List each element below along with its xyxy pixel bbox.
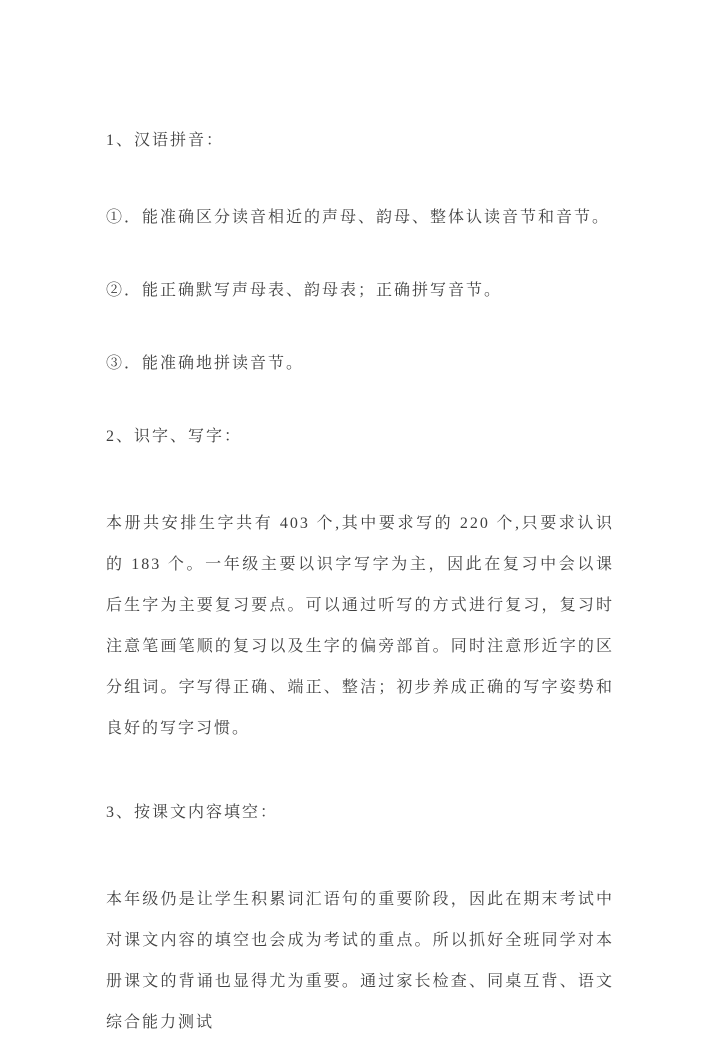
section-1-item-1: ①．能准确区分读音相近的声母、韵母、整体认读音节和音节。 [106, 209, 611, 226]
section-1-item-2: ②．能正确默写声母表、韵母表；正确拼写音节。 [106, 282, 503, 299]
section-1-item-3: ③．能准确地拼读音节。 [106, 355, 305, 372]
section-3-paragraph: 本年级仍是让学生积累词汇语句的重要阶段，因此在期末考试中对课文内容的填空也会成为考试的重点。所以抓好全班同学对本册课文的背诵也显得尤为重要。通过家长检查、同桌互背、语文综合能力测试 [106, 891, 614, 1031]
section-2-paragraph: 本册共安排生字共有 403 个,其中要求写的 220 个,只要求认识的 183 个。一年级主要以识字写字为主，因此在复习中会以课后生字为主要复习要点。可以通过听写的方式进行复习，复习时注意笔画笔顺的复习以及生字的偏旁部首。同时注意形近字的区分组词。字写得正确、端正、整洁；初步养成正确的写字姿势和良好的写字习惯。 [106, 515, 614, 737]
section-1-heading: 1、汉语拼音： [106, 132, 225, 149]
section-3-heading: 3、按课文内容填空： [106, 804, 279, 821]
section-2-heading: 2、识字、写字： [106, 428, 243, 445]
